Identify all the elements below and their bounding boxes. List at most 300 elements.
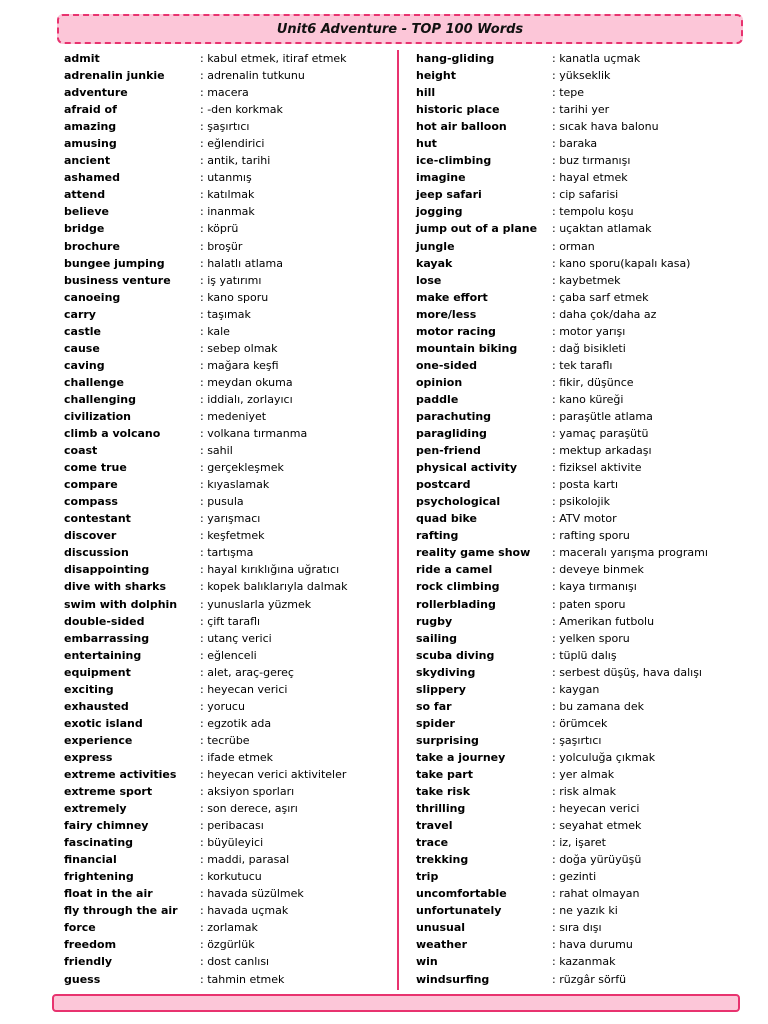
vocab-definition: : eğlenceli xyxy=(200,648,257,662)
vocab-term: express xyxy=(64,750,113,764)
vocab-term: motor racing xyxy=(416,324,496,338)
vocab-definition: : buz tırmanışı xyxy=(552,154,631,168)
vocab-definition: : korkutucu xyxy=(200,870,262,884)
vocab-definition: : Amerikan futbolu xyxy=(552,614,655,628)
word-row xyxy=(416,306,736,323)
vocab-term: paddle xyxy=(416,392,459,406)
vocab-definition: : kale xyxy=(200,324,230,338)
vocab-definition: : kopek balıklarıyla dalmak xyxy=(200,580,348,594)
vocab-term: imagine xyxy=(416,171,466,185)
vocab-term: jeep safari xyxy=(416,188,482,202)
word-row xyxy=(64,766,384,783)
vocab-term: exotic island xyxy=(64,716,143,730)
vocab-definition: : hava durumu xyxy=(552,938,633,952)
vocab-term: canoeing xyxy=(64,290,121,304)
vocab-definition: : eğlendirici xyxy=(200,137,265,151)
word-row xyxy=(64,971,384,988)
vocab-definition: : tarihi yer xyxy=(552,103,610,117)
vocab-term: civilization xyxy=(64,409,132,423)
word-row xyxy=(416,152,736,169)
word-row xyxy=(64,715,384,732)
vocab-definition: : utanmış xyxy=(200,171,252,185)
word-row xyxy=(416,135,736,152)
vocab-definition: : zorlamak xyxy=(200,921,258,935)
word-list-left xyxy=(64,50,384,988)
vocab-term: exciting xyxy=(64,682,114,696)
vocab-definition: : sıcak hava balonu xyxy=(552,120,659,134)
vocab-term: coast xyxy=(64,444,98,458)
vocab-definition: : kaya tırmanışı xyxy=(552,580,637,594)
vocab-definition: : örümcek xyxy=(552,716,608,730)
vocab-definition: : iddialı, zorlayıcı xyxy=(200,392,293,406)
vocab-term: rafting xyxy=(416,529,459,543)
word-row xyxy=(416,681,736,698)
vocab-term: win xyxy=(416,955,438,969)
vocab-term: surprising xyxy=(416,733,479,747)
vocab-definition: : fiziksel aktivite xyxy=(552,461,642,475)
word-row xyxy=(64,186,384,203)
vocab-term: challenge xyxy=(64,375,124,389)
vocab-definition: : sıra dışı xyxy=(552,921,602,935)
vocab-term: slippery xyxy=(416,682,466,696)
word-row xyxy=(64,357,384,374)
vocab-definition: : psikolojik xyxy=(552,495,610,509)
word-row xyxy=(416,630,736,647)
word-row xyxy=(64,67,384,84)
vocab-definition: : ne yazık ki xyxy=(552,904,618,918)
vocab-term: travel xyxy=(416,819,453,833)
word-row xyxy=(416,340,736,357)
vocab-definition: : serbest düşüş, hava dalışı xyxy=(552,665,702,679)
vocab-term: trip xyxy=(416,870,439,884)
word-row xyxy=(64,953,384,970)
vocab-term: rugby xyxy=(416,614,453,628)
vocab-term: fairy chimney xyxy=(64,819,149,833)
vocab-term: make effort xyxy=(416,290,488,304)
vocab-term: freedom xyxy=(64,938,117,952)
vocab-definition: : kabul etmek, itiraf etmek xyxy=(200,52,347,65)
vocab-term: swim with dolphin xyxy=(64,597,178,611)
word-row xyxy=(64,169,384,186)
vocab-term: historic place xyxy=(416,103,500,117)
vocab-term: castle xyxy=(64,324,101,338)
vocab-definition: : utanç verici xyxy=(200,631,272,645)
word-row xyxy=(416,919,736,936)
word-row xyxy=(416,953,736,970)
vocab-term: spider xyxy=(416,716,455,730)
vocab-definition: : kaygan xyxy=(552,682,600,696)
vocab-definition: : gezinti xyxy=(552,870,597,884)
vocab-definition: : kanatla uçmak xyxy=(552,52,641,65)
vocab-term: mountain biking xyxy=(416,341,518,355)
vocab-term: contestant xyxy=(64,512,131,526)
vocab-term: double-sided xyxy=(64,614,145,628)
vocab-term: come true xyxy=(64,461,127,475)
word-row xyxy=(64,817,384,834)
vocab-definition: : yarışmacı xyxy=(200,512,261,526)
vocab-definition: : mağara keşfi xyxy=(200,358,279,372)
vocab-definition: : ATV motor xyxy=(552,512,617,526)
word-row xyxy=(64,510,384,527)
vocab-definition: : egzotik ada xyxy=(200,716,272,730)
vocab-definition: : yer almak xyxy=(552,767,615,781)
word-row xyxy=(416,647,736,664)
word-row xyxy=(64,851,384,868)
vocab-definition: : seyahat etmek xyxy=(552,819,642,833)
word-row xyxy=(64,238,384,255)
word-row xyxy=(416,425,736,442)
word-row xyxy=(416,476,736,493)
vocab-term: compare xyxy=(64,478,118,492)
vocab-term: unfortunately xyxy=(416,904,502,918)
word-row xyxy=(64,596,384,613)
vocab-term: physical activity xyxy=(416,461,518,475)
word-row xyxy=(64,902,384,919)
vocab-term: financial xyxy=(64,853,117,867)
vocab-definition: : baraka xyxy=(552,137,598,151)
vocab-definition: : yamaç paraşütü xyxy=(552,427,649,441)
word-row xyxy=(416,732,736,749)
vocab-term: so far xyxy=(416,699,452,713)
vocab-definition: : heyecan verici aktiviteler xyxy=(200,767,347,781)
vocab-term: take part xyxy=(416,767,473,781)
word-row xyxy=(416,783,736,800)
word-row xyxy=(64,84,384,101)
vocab-definition: : uçaktan atlamak xyxy=(552,222,652,236)
vocab-definition: : tartışma xyxy=(200,546,254,560)
vocab-definition: : pusula xyxy=(200,495,244,509)
word-row xyxy=(416,868,736,885)
vocab-term: trekking xyxy=(416,853,469,867)
vocab-definition: : tek taraflı xyxy=(552,358,613,372)
vocab-definition: : yunuslarla yüzmek xyxy=(200,597,312,611)
vocab-term: discussion xyxy=(64,546,129,560)
vocab-definition: : şaşırtıcı xyxy=(552,733,602,747)
vocab-definition: : doğa yürüyüşü xyxy=(552,853,642,867)
word-row xyxy=(64,527,384,544)
word-row xyxy=(64,203,384,220)
vocab-definition: : aksiyon sporları xyxy=(200,785,295,799)
word-row xyxy=(64,391,384,408)
vocab-definition: : kıyaslamak xyxy=(200,478,270,492)
vocab-definition: : tecrübe xyxy=(200,733,250,747)
word-row xyxy=(416,766,736,783)
page-title: Unit6 Adventure - TOP 100 Words xyxy=(276,21,524,37)
vocab-definition: : yolculuğa çıkmak xyxy=(552,750,656,764)
vocab-definition: : köprü xyxy=(200,222,239,236)
vocab-definition: : yorucu xyxy=(200,699,245,713)
vocab-term: extremely xyxy=(64,802,127,816)
page-title-banner xyxy=(57,14,743,44)
vocab-term: frightening xyxy=(64,870,134,884)
word-row xyxy=(416,664,736,681)
word-row xyxy=(416,391,736,408)
vocab-definition: : kazanmak xyxy=(552,955,616,969)
vocab-definition: : ifade etmek xyxy=(200,750,274,764)
word-row xyxy=(64,749,384,766)
word-row xyxy=(64,868,384,885)
vocab-term: windsurfing xyxy=(416,972,490,986)
vocab-term: hot air balloon xyxy=(416,120,507,134)
vocab-definition: : motor yarışı xyxy=(552,324,626,338)
vocab-term: take a journey xyxy=(416,750,506,764)
word-row xyxy=(416,510,736,527)
word-row xyxy=(64,374,384,391)
vocab-definition: : hayal etmek xyxy=(552,171,628,185)
vocab-term: amazing xyxy=(64,120,117,134)
vocab-definition: : hayal kırıklığına uğratıcı xyxy=(200,563,340,577)
vocab-definition: : -den korkmak xyxy=(200,103,283,117)
word-row xyxy=(416,238,736,255)
vocab-definition: : havada uçmak xyxy=(200,904,289,918)
vocab-term: discover xyxy=(64,529,117,543)
vocab-definition: : özgürlük xyxy=(200,938,255,952)
word-row xyxy=(64,493,384,510)
word-row xyxy=(416,289,736,306)
word-row xyxy=(416,255,736,272)
vocab-definition: : paten sporu xyxy=(552,597,626,611)
vocab-term: ride a camel xyxy=(416,563,493,577)
vocab-term: caving xyxy=(64,358,105,372)
word-row xyxy=(64,698,384,715)
vocab-term: afraid of xyxy=(64,103,117,117)
vocab-definition: : posta kartı xyxy=(552,478,619,492)
word-row xyxy=(64,630,384,647)
vocab-term: adventure xyxy=(64,86,128,100)
word-row xyxy=(416,50,736,67)
word-row xyxy=(416,118,736,135)
vocab-term: reality game show xyxy=(416,546,531,560)
word-row xyxy=(416,936,736,953)
vocab-term: believe xyxy=(64,205,109,219)
word-row xyxy=(64,50,384,67)
vocab-definition: : rüzgâr sörfü xyxy=(552,972,627,986)
vocab-term: fly through the air xyxy=(64,904,178,918)
vocab-definition: : heyecan verici xyxy=(552,802,640,816)
word-row xyxy=(64,323,384,340)
vocab-term: take risk xyxy=(416,785,471,799)
word-row xyxy=(416,203,736,220)
vocab-definition: : broşür xyxy=(200,239,243,253)
vocab-term: compass xyxy=(64,495,118,509)
vocab-term: float in the air xyxy=(64,887,153,901)
word-row xyxy=(64,255,384,272)
word-row xyxy=(416,220,736,237)
vocab-term: kayak xyxy=(416,256,453,270)
vocab-definition: : yelken sporu xyxy=(552,631,630,645)
vocab-term: amusing xyxy=(64,137,117,151)
word-row xyxy=(416,323,736,340)
word-row xyxy=(64,272,384,289)
word-row xyxy=(416,408,736,425)
vocab-term: ashamed xyxy=(64,171,121,185)
word-row xyxy=(416,357,736,374)
word-row xyxy=(64,459,384,476)
vocab-term: exhausted xyxy=(64,699,129,713)
vocab-term: equipment xyxy=(64,665,131,679)
word-row xyxy=(64,442,384,459)
word-row xyxy=(64,919,384,936)
vocab-definition: : adrenalin tutkunu xyxy=(200,69,305,83)
vocab-term: bridge xyxy=(64,222,105,236)
vocab-term: challenging xyxy=(64,392,136,406)
vocab-term: one-sided xyxy=(416,358,477,372)
word-row xyxy=(64,289,384,306)
vocab-term: climb a volcano xyxy=(64,427,161,441)
vocab-definition: : kano küreği xyxy=(552,392,624,406)
vocab-definition: : inanmak xyxy=(200,205,255,219)
vocab-definition: : rafting sporu xyxy=(552,529,630,543)
word-row xyxy=(64,664,384,681)
vocab-term: adrenalin junkie xyxy=(64,69,165,83)
word-row xyxy=(64,783,384,800)
vocab-term: psychological xyxy=(416,495,501,509)
vocab-term: entertaining xyxy=(64,648,142,662)
word-row xyxy=(64,885,384,902)
vocab-definition: : büyüleyici xyxy=(200,836,264,850)
vocab-definition: : mektup arkadaşı xyxy=(552,444,652,458)
word-row xyxy=(64,340,384,357)
vocab-definition: : maceralı yarışma programı xyxy=(552,546,708,560)
vocab-term: hill xyxy=(416,86,436,100)
word-row xyxy=(64,135,384,152)
word-row xyxy=(416,84,736,101)
vocab-term: height xyxy=(416,69,457,83)
vocab-term: ice-climbing xyxy=(416,154,492,168)
vocab-term: rock climbing xyxy=(416,580,500,594)
word-row xyxy=(416,834,736,851)
word-row xyxy=(416,561,736,578)
vocab-definition: : gerçekleşmek xyxy=(200,461,284,475)
vocab-definition: : kano sporu xyxy=(200,290,269,304)
word-row xyxy=(64,800,384,817)
vocab-definition: : halatlı atlama xyxy=(200,256,283,270)
vocab-definition: : iş yatırımı xyxy=(200,273,262,287)
vocab-term: experience xyxy=(64,733,133,747)
word-row xyxy=(64,152,384,169)
word-list-right xyxy=(416,50,736,988)
vocab-term: fascinating xyxy=(64,836,134,850)
vocab-term: hang-gliding xyxy=(416,52,495,65)
word-row xyxy=(416,169,736,186)
vocab-term: extreme sport xyxy=(64,785,153,799)
vocab-term: extreme activities xyxy=(64,767,177,781)
vocab-definition: : havada süzülmek xyxy=(200,887,304,901)
word-row xyxy=(416,527,736,544)
word-row xyxy=(416,101,736,118)
vocab-definition: : orman xyxy=(552,239,595,253)
vocab-definition: : deveye binmek xyxy=(552,563,644,577)
vocab-definition: : alet, araç-gereç xyxy=(200,665,294,679)
word-row xyxy=(416,578,736,595)
vocab-definition: : risk almak xyxy=(552,785,617,799)
vocab-term: paragliding xyxy=(416,427,487,441)
vocab-definition: : fikir, düşünce xyxy=(552,375,634,389)
word-row xyxy=(416,885,736,902)
word-row xyxy=(64,681,384,698)
vocab-definition: : dost canlısı xyxy=(200,955,270,969)
word-row xyxy=(64,476,384,493)
vocab-term: skydiving xyxy=(416,665,476,679)
word-row xyxy=(64,647,384,664)
vocab-definition: : katılmak xyxy=(200,188,255,202)
vocab-definition: : bu zamana dek xyxy=(552,699,644,713)
vocab-definition: : sahil xyxy=(200,444,233,458)
word-row xyxy=(416,971,736,988)
vocab-definition: : kaybetmek xyxy=(552,273,621,287)
vocab-term: jogging xyxy=(416,205,463,219)
vocab-definition: : keşfetmek xyxy=(200,529,265,543)
vocab-definition: : dağ bisikleti xyxy=(552,341,626,355)
word-row xyxy=(416,67,736,84)
vocab-term: uncomfortable xyxy=(416,887,507,901)
vocab-definition: : volkana tırmanma xyxy=(200,427,308,441)
vocab-term: cause xyxy=(64,341,100,355)
vocab-term: brochure xyxy=(64,239,120,253)
vocab-term: thrilling xyxy=(416,802,466,816)
word-row xyxy=(416,817,736,834)
vocab-definition: : peribacası xyxy=(200,819,264,833)
word-row xyxy=(416,800,736,817)
word-row xyxy=(416,374,736,391)
vocab-definition: : antik, tarihi xyxy=(200,154,271,168)
word-row xyxy=(416,272,736,289)
word-row xyxy=(64,306,384,323)
vocab-definition: : tüplü dalış xyxy=(552,648,617,662)
vocab-term: ancient xyxy=(64,154,111,168)
vocab-term: hut xyxy=(416,137,437,151)
vocab-term: opinion xyxy=(416,375,463,389)
word-row xyxy=(416,442,736,459)
vocab-definition: : daha çok/daha az xyxy=(552,307,657,321)
vocab-term: quad bike xyxy=(416,512,477,526)
word-row xyxy=(64,118,384,135)
vocab-term: postcard xyxy=(416,478,471,492)
vocab-term: pen-friend xyxy=(416,444,481,458)
footer-banner xyxy=(52,994,740,1012)
vocab-term: dive with sharks xyxy=(64,580,167,594)
word-row xyxy=(416,698,736,715)
vocab-term: business venture xyxy=(64,273,171,287)
vocab-term: unusual xyxy=(416,921,466,935)
vocab-definition: : heyecan verici xyxy=(200,682,288,696)
word-row xyxy=(416,459,736,476)
vocab-definition: : sebep olmak xyxy=(200,341,278,355)
word-row xyxy=(64,834,384,851)
word-row xyxy=(416,596,736,613)
vocab-term: friendly xyxy=(64,955,113,969)
vocab-definition: : maddi, parasal xyxy=(200,853,290,867)
word-row xyxy=(64,936,384,953)
word-row xyxy=(64,578,384,595)
vocab-definition: : son derece, aşırı xyxy=(200,802,298,816)
column-divider xyxy=(397,50,399,990)
word-row xyxy=(64,544,384,561)
vocab-term: lose xyxy=(416,273,442,287)
word-row xyxy=(416,186,736,203)
vocab-term: trace xyxy=(416,836,449,850)
vocab-term: sailing xyxy=(416,631,457,645)
vocab-term: rollerblading xyxy=(416,597,496,611)
vocab-definition: : çaba sarf etmek xyxy=(552,290,649,304)
word-row xyxy=(416,544,736,561)
word-row xyxy=(64,408,384,425)
word-row xyxy=(416,749,736,766)
word-row xyxy=(64,613,384,630)
vocab-definition: : şaşırtıcı xyxy=(200,120,250,134)
word-row xyxy=(416,715,736,732)
vocab-definition: : meydan okuma xyxy=(200,375,293,389)
